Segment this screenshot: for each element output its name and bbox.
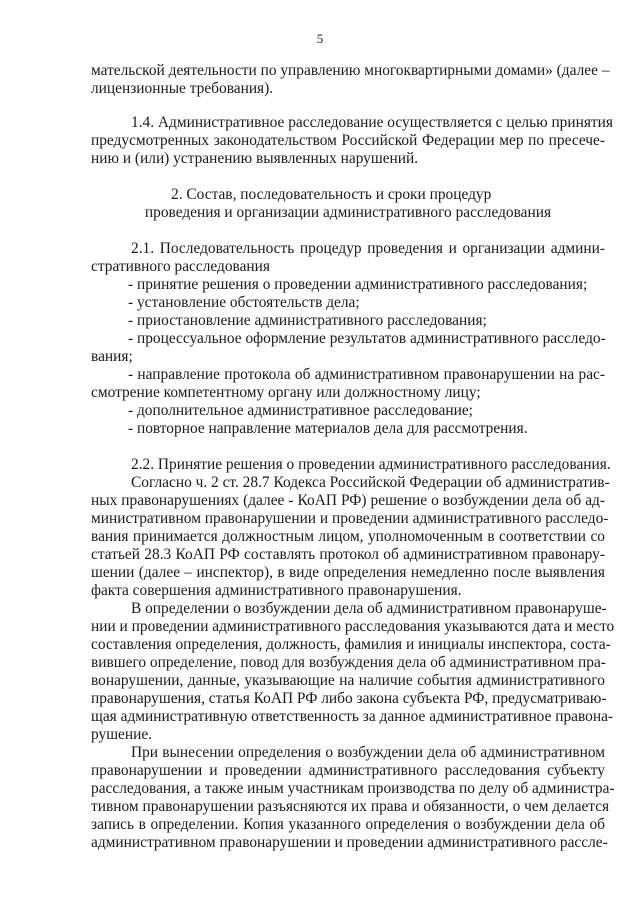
list-item: - установление обстоятельств дела; xyxy=(128,294,360,311)
section-heading: проведения и организации административного расследования xyxy=(144,204,552,221)
text-line: административном правонарушении и проведении административного рассле- xyxy=(91,834,608,851)
text-line: запись в определении. Копия указанного определения о возбуждении дела об xyxy=(91,816,605,833)
text-line: При вынесении определения о возбуждении дела об административном xyxy=(131,744,605,761)
text-line: лицензионные требования). xyxy=(91,80,274,97)
text-line: нию и (или) устранению выявленных нарушений. xyxy=(91,150,419,167)
text-line: правонарушении и проведении административного расследования субъекту xyxy=(91,762,605,779)
text-line: 2.2. Принятие решения о проведении административного расследования. xyxy=(131,456,611,473)
text-line: 2.1. Последовательность процедур проведения и организации админи- xyxy=(131,240,605,257)
text-line: рушение. xyxy=(91,726,153,743)
section-heading: 2. Состав, последовательность и сроки процедур xyxy=(171,186,492,203)
text-line: щая административную ответственность за данное административное правона- xyxy=(91,708,614,725)
text-line: составления определения, должность, фамилия и инициалы инспектора, соста- xyxy=(91,636,611,653)
text-line: предусмотренных законодательством Российской Федерации мер по пресече- xyxy=(91,132,605,149)
list-item: смотрение компетентному органу или должностному лицу; xyxy=(91,384,481,401)
list-item: - повторное направление материалов дела для рассмотрения. xyxy=(128,420,528,437)
text-line: факта совершения административного правонарушения. xyxy=(91,582,462,599)
text-line: правонарушения, статья КоАП РФ либо закона субъекта РФ, предусматриваю- xyxy=(91,690,607,707)
list-item: - дополнительное административное расследование; xyxy=(128,402,473,419)
page-number: 5 xyxy=(316,31,324,46)
text-line: министративном правонарушении и проведении административного расследо- xyxy=(91,510,609,527)
text-line: мательской деятельности по управлению многоквартирными домами» (далее – xyxy=(91,62,610,79)
text-line: нии и проведении административного расследования указываются дата и место xyxy=(91,618,615,635)
list-item: - принятие решения о проведении административного расследования; xyxy=(128,276,588,293)
text-line: вания принимается должностным лицом, уполномоченным в соответствии со xyxy=(91,528,605,545)
text-line: статьей 28.3 КоАП РФ составлять протокол об административном правонару- xyxy=(91,546,605,563)
text-line: ных правонарушениях (далее - КоАП РФ) решение о возбуждении дела об ад- xyxy=(91,492,605,509)
text-line: шении (далее – инспектор), в виде определения немедленно после выявления xyxy=(91,564,605,581)
list-item: - направление протокола об административном правонарушении на рас- xyxy=(128,366,605,383)
text-line: вившего определение, повод для возбуждения дела об административном пра- xyxy=(91,654,606,671)
list-item: - процессуальное оформление результатов административного расследо- xyxy=(128,330,606,347)
list-item: - приостановление административного расследования; xyxy=(128,312,487,329)
text-line: вонарушении, данные, указывающие на наличие события административного xyxy=(91,672,605,689)
text-line: Согласно ч. 2 ст. 28.7 Кодекса Российской Федерации об административ- xyxy=(131,474,610,491)
text-line: стративного расследования xyxy=(91,258,270,275)
text-line: В определении о возбуждении дела об административном правонаруше- xyxy=(131,600,607,617)
list-item: вания; xyxy=(91,348,133,365)
text-line: 1.4. Административное расследование осуществляется с целью принятия xyxy=(131,114,613,131)
text-line: тивном правонарушении разъясняются их права и обязанности, о чем делается xyxy=(91,798,610,815)
text-line: расследования, а также иным участникам производства по делу об администра- xyxy=(91,780,615,797)
